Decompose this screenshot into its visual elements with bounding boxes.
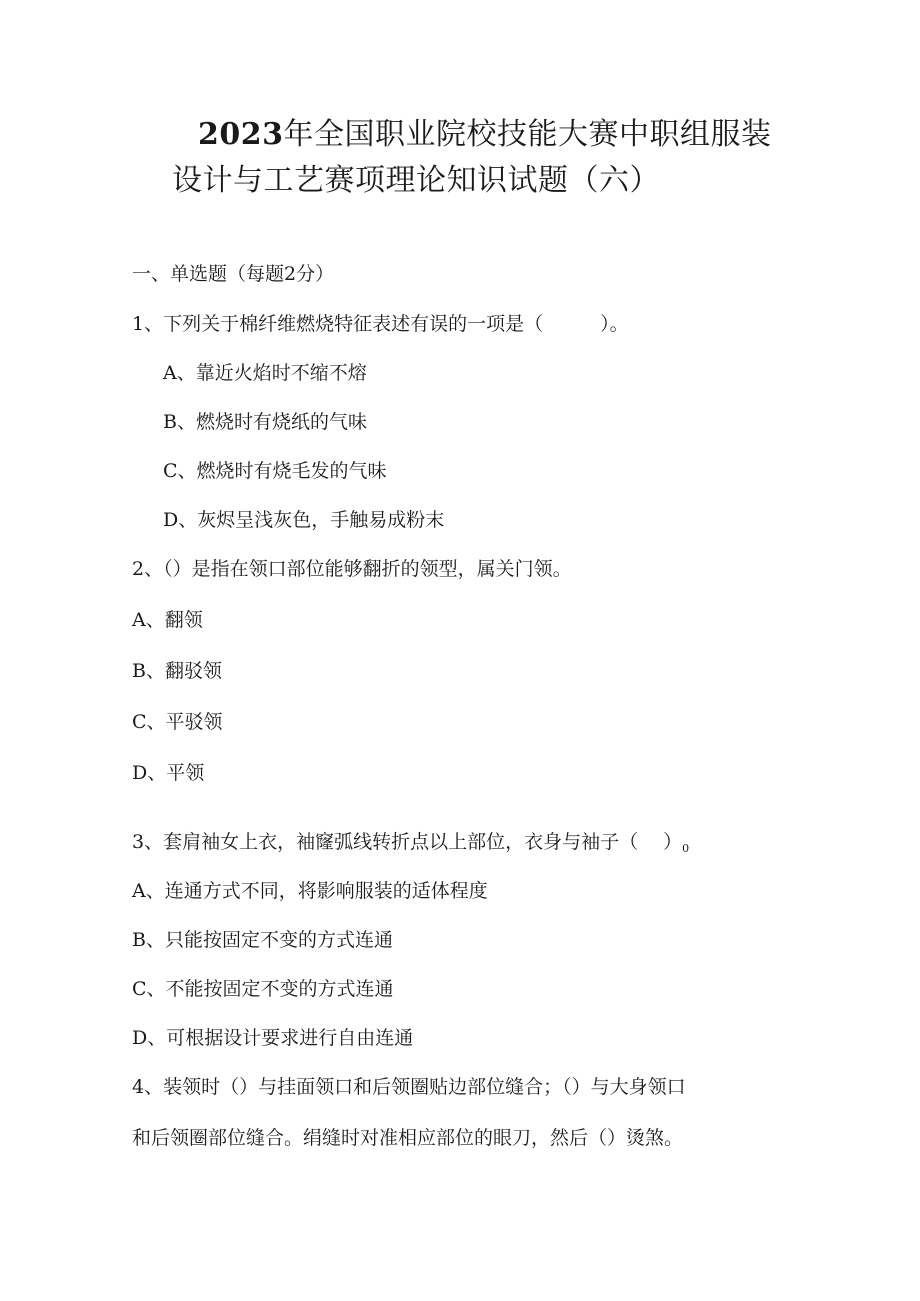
question-3-option-a: A、连通方式不同，将影响服装的适体程度 — [132, 880, 488, 902]
question-2-stem: 2、（）是指在领口部位能够翻折的领型，属关门领。 — [132, 558, 572, 580]
question-4-stem-line-1: 4、装领时（）与挂面领口和后领圈贴边部位缝合；（）与大身领口 — [132, 1076, 686, 1098]
question-3-option-c: C、不能按固定不变的方式连通 — [132, 978, 394, 1000]
question-3-stem — [132, 829, 689, 862]
question-3-stem-text: 3、套肩袖女上衣，袖窿弧线转折点以上部位，衣身与袖子（ ） — [132, 831, 683, 853]
title-line-2: 设计与工艺赛项理论知识试题（六） — [172, 163, 660, 198]
question-3-option-d: D、可根据设计要求进行自由连通 — [132, 1027, 414, 1049]
question-4-stem-line-2: 和后领圈部位缝合。绢缝时对准相应部位的眼刀，然后（）烫煞。 — [132, 1127, 684, 1149]
question-2-option-a: A、翻领 — [132, 609, 203, 631]
question-2-option-c: C、平驳领 — [132, 711, 223, 733]
title-year: 2023 — [198, 117, 284, 152]
question-1-option-d: D、灰烬呈浅灰色，手触易成粉末 — [163, 509, 445, 531]
title-line-1 — [172, 112, 792, 158]
question-2-option-d: D、平领 — [132, 762, 205, 784]
question-3-stem-suffix: 0 — [682, 842, 690, 855]
title-line-1-text: 年全国职业院校技能大赛中职组服装 — [283, 117, 772, 152]
question-1-option-b: B、燃烧时有烧纸的气味 — [163, 411, 367, 433]
question-1-option-c: C、燃烧时有烧毛发的气味 — [163, 460, 387, 482]
document-title — [172, 112, 792, 204]
section-heading: 一、单选题（每题2分） — [132, 263, 335, 285]
question-3-option-b: B、只能按固定不变的方式连通 — [132, 929, 393, 951]
question-1-stem: 1、下列关于棉纤维燃烧特征表述有误的一项是（ ）。 — [132, 313, 629, 335]
question-1-option-a: A、靠近火焰时不缩不熔 — [163, 362, 367, 384]
question-2-option-b: B、翻驳领 — [132, 660, 222, 682]
